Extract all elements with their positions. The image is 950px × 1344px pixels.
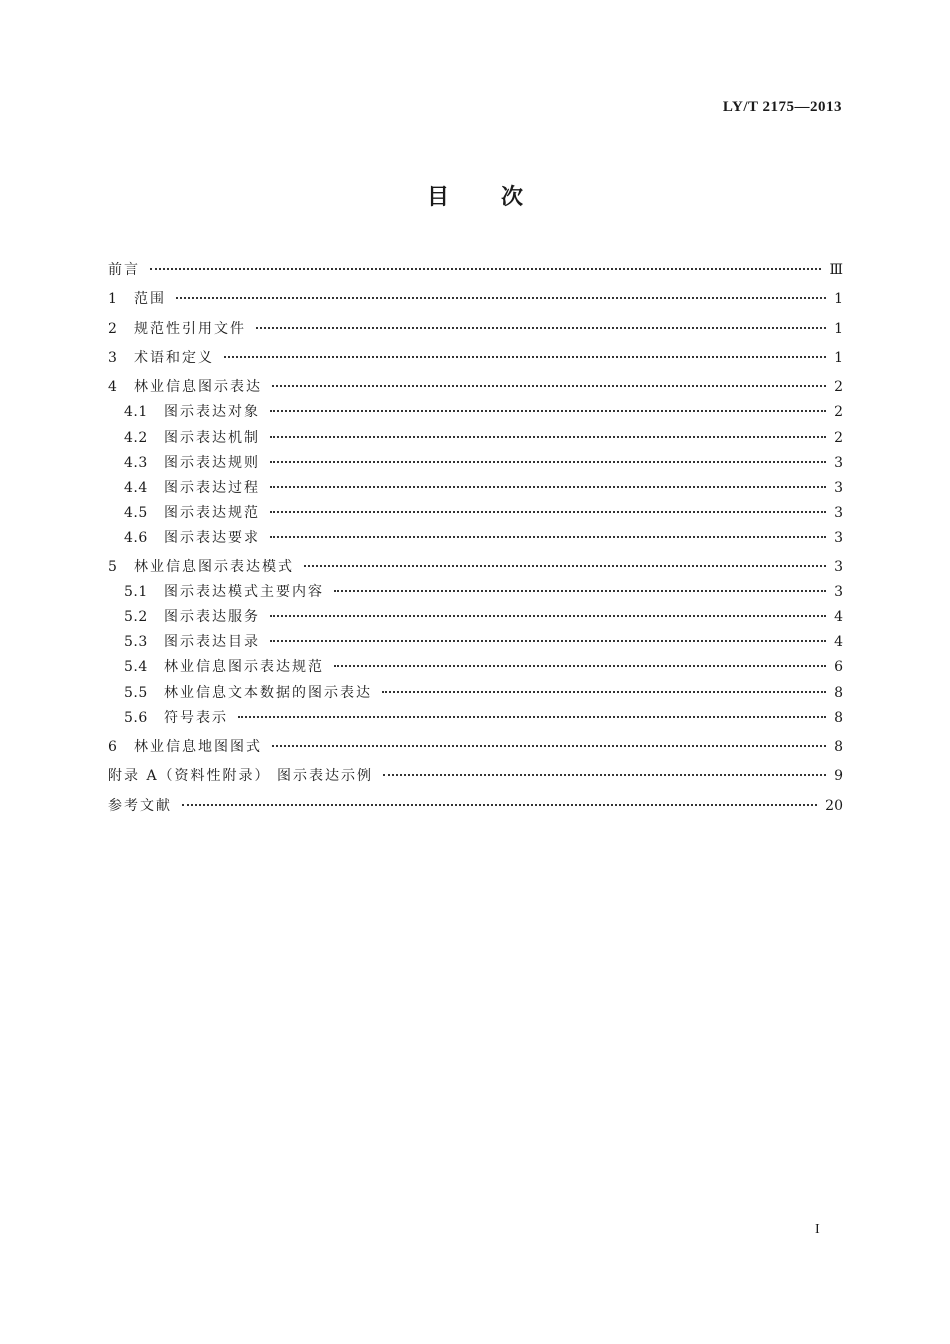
toc-entry[interactable]: [124, 478, 843, 498]
toc-entry-label: 图示表达要求: [164, 530, 260, 546]
toc-entry-number: 4.5: [124, 505, 148, 521]
toc-entry[interactable]: [108, 377, 843, 397]
toc-entry[interactable]: [124, 632, 843, 652]
toc-entry[interactable]: [108, 289, 843, 309]
toc-entry-number: 4.2: [124, 430, 148, 446]
toc-entry-page: 9: [834, 768, 843, 784]
toc-entry[interactable]: [124, 683, 843, 703]
toc-leader-dots: [182, 804, 817, 806]
toc-entry[interactable]: [124, 528, 843, 548]
toc-entry-number: 4.3: [124, 455, 148, 471]
toc-entry[interactable]: [108, 348, 843, 368]
toc-leader-dots: [383, 774, 826, 776]
toc-leader-dots: [270, 486, 826, 488]
toc-entry-page: 1: [834, 321, 843, 337]
toc-leader-dots: [334, 590, 826, 592]
toc-leader-dots: [270, 410, 826, 412]
toc-entry-number: 4.6: [124, 530, 148, 546]
toc-entry[interactable]: [124, 453, 843, 473]
toc-entry-page: 4: [834, 609, 843, 625]
toc-entry-page: 6: [834, 659, 843, 675]
toc-leader-dots: [150, 268, 821, 270]
toc-entry-label: 图示表达过程: [164, 480, 260, 496]
toc-entry-number: 3: [108, 350, 118, 366]
toc-leader-dots: [270, 511, 826, 513]
toc-entry[interactable]: [108, 766, 843, 786]
toc-entry-number: 4: [108, 379, 118, 395]
toc-entry-page: 8: [834, 739, 843, 755]
toc-leader-dots: [270, 436, 826, 438]
toc-entry-label: 图示表达机制: [164, 430, 260, 446]
toc-entry-number: 5.5: [124, 685, 148, 701]
standard-code: LY/T 2175—2013: [722, 99, 842, 115]
toc-leader-dots: [272, 745, 826, 747]
toc-entry-label: 林业信息文本数据的图示表达: [164, 685, 372, 701]
toc-entry-number: 5.6: [124, 710, 148, 726]
toc-entry[interactable]: [108, 796, 843, 816]
toc-entry-label: 林业信息图示表达规范: [164, 659, 324, 675]
toc-entry[interactable]: [124, 428, 843, 448]
toc-entry-page: 3: [834, 530, 843, 546]
toc-entry-page: 4: [834, 634, 843, 650]
toc-entry-number: 4.4: [124, 480, 148, 496]
toc-entry[interactable]: [124, 402, 843, 422]
toc-entry-page: 1: [834, 291, 843, 307]
toc-entry-label: 参考文献: [108, 798, 172, 814]
toc-entry-label: 林业信息地图图式: [134, 739, 262, 755]
toc-entry-number: 5.3: [124, 634, 148, 650]
toc-entry-label: 前言: [108, 262, 140, 278]
toc-entry-label: 图示表达规则: [164, 455, 260, 471]
toc-leader-dots: [304, 565, 826, 567]
toc-entry-label: 符号表示: [164, 710, 228, 726]
toc-entry-label: 林业信息图示表达模式: [134, 559, 294, 575]
toc-entry-label: 林业信息图示表达: [134, 379, 262, 395]
toc-entry-label: 图示表达服务: [164, 609, 260, 625]
toc-entry-page: 20: [825, 798, 843, 814]
toc-entry-page: 3: [834, 584, 843, 600]
toc-entry-label: 图示表达对象: [164, 404, 260, 420]
toc-leader-dots: [224, 356, 826, 358]
toc-entry-number: 4.1: [124, 404, 148, 420]
toc-entry[interactable]: [124, 503, 843, 523]
toc-entry[interactable]: [124, 582, 843, 602]
toc-leader-dots: [334, 665, 826, 667]
toc-entry[interactable]: [108, 737, 843, 757]
toc-entry-label: 术语和定义: [134, 350, 214, 366]
toc-entry-label: 范围: [134, 291, 166, 307]
toc-entry-number: 6: [108, 739, 118, 755]
toc-entry-page: 3: [834, 559, 843, 575]
toc-entry[interactable]: [108, 260, 843, 280]
toc-entry-number: 1: [108, 291, 118, 307]
toc-entry-number: 5.1: [124, 584, 148, 600]
toc-entry-page: 2: [834, 430, 843, 446]
toc-leader-dots: [256, 327, 826, 329]
toc-leader-dots: [270, 536, 826, 538]
toc-entry-label: 附录 A（资料性附录） 图示表达示例: [108, 768, 374, 784]
toc-entry-number: 5.2: [124, 609, 148, 625]
table-of-contents: [108, 0, 843, 1344]
toc-entry[interactable]: [108, 557, 843, 577]
toc-entry-page: 8: [834, 685, 843, 701]
toc-entry-number: 5: [108, 559, 118, 575]
footer-page-number: I: [815, 1222, 820, 1237]
toc-entry-page: Ⅲ: [829, 262, 843, 278]
toc-entry-label: 图示表达规范: [164, 505, 260, 521]
toc-leader-dots: [270, 461, 826, 463]
toc-entry-page: 8: [834, 710, 843, 726]
toc-entry-number: 2: [108, 321, 118, 337]
toc-leader-dots: [176, 297, 826, 299]
toc-entry-page: 2: [834, 379, 843, 395]
toc-entry-page: 1: [834, 350, 843, 366]
toc-entry[interactable]: [124, 708, 843, 728]
toc-leader-dots: [270, 640, 826, 642]
toc-entry-label: 图示表达目录: [164, 634, 260, 650]
toc-leader-dots: [270, 615, 826, 617]
toc-entry-label: 规范性引用文件: [134, 321, 246, 337]
toc-entry[interactable]: [124, 607, 843, 627]
toc-leader-dots: [382, 691, 826, 693]
toc-entry-number: 5.4: [124, 659, 148, 675]
toc-leader-dots: [238, 716, 826, 718]
toc-entry-label: 图示表达模式主要内容: [164, 584, 324, 600]
page-title: 目次: [426, 185, 575, 210]
toc-entry-page: 3: [834, 505, 843, 521]
toc-entry-page: 3: [834, 455, 843, 471]
toc-entry-page: 2: [834, 404, 843, 420]
toc-entry[interactable]: [108, 319, 843, 339]
toc-entry[interactable]: [124, 657, 843, 677]
toc-entry-page: 3: [834, 480, 843, 496]
toc-leader-dots: [272, 385, 826, 387]
